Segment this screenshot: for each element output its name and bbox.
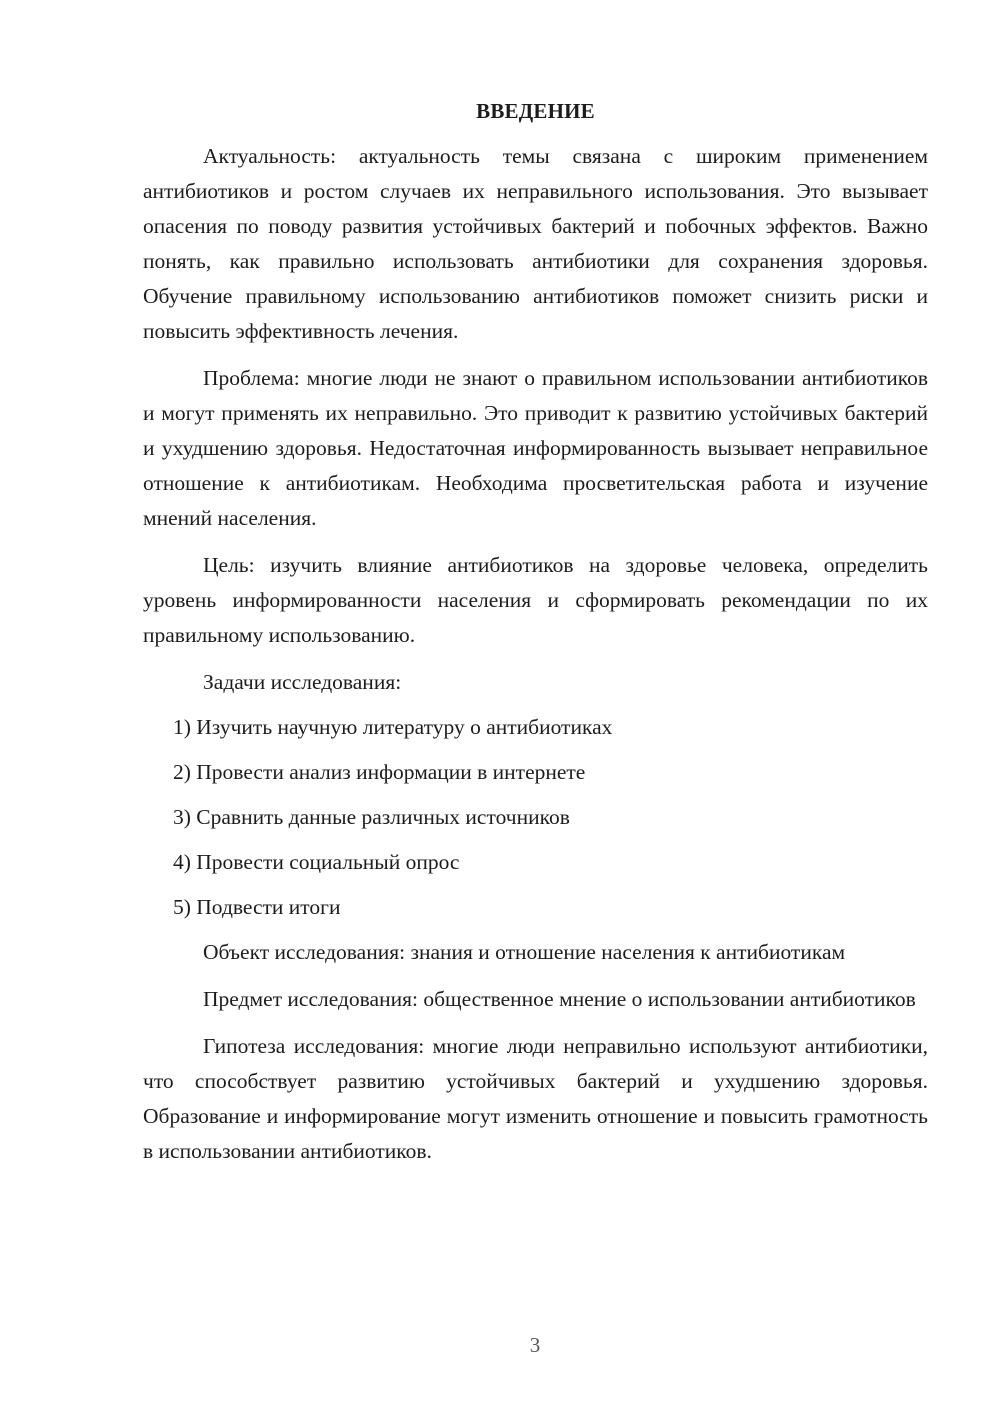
goal-paragraph: Цель: изучить влияние антибиотиков на здоровье человека, определить уровень информированности населения и сформировать рекомендации по их правильному использованию.: [143, 553, 928, 647]
page-title: ВВЕДЕНИЕ: [476, 99, 595, 123]
tasks-title: Задачи исследования:: [203, 670, 402, 694]
page-number: 3: [529, 1333, 541, 1357]
hypothesis-paragraph: Гипотеза исследования: многие люди неправильно используют антибиотики, что способствует развитию устойчивых бактерий и ухудшению здоровья. Образование и информирование могут изменить отношение и повысить грамотность в использовании антибиотиков.: [143, 1034, 928, 1163]
problem-paragraph: Проблема: многие люди не знают о правильном использовании антибиотиков и могут применять их неправильно. Это приводит к развитию устойчивых бактерий и ухудшению здоровья. Недостаточная информированность вызывает неправильное отношение к антибиотикам. Необходима просветительская работа и изучение мнений населения.: [143, 366, 928, 530]
list-item: 2) Провести анализ информации в интернете: [173, 760, 586, 784]
object-paragraph: Объект исследования: знания и отношение населения к антибиотикам: [203, 940, 846, 964]
tasks-list: [143, 710, 928, 925]
list-item: 4) Провести социальный опрос: [173, 850, 460, 874]
document-page: [143, 96, 928, 1181]
relevance-paragraph: Актуальность: актуальность темы связана с широким применением антибиотиков и ростом случаев их неправильного использования. Это вызывает опасения по поводу развития устойчивых бактерий и побочных эффектов. Важно понять, как правильно использовать антибиотики для сохранения здоровья. Обучение правильному использованию антибиотиков поможет снизить риски и повысить эффективность лечения.: [143, 144, 928, 343]
list-item: 5) Подвести итоги: [173, 895, 341, 919]
list-item: 3) Сравнить данные различных источников: [173, 805, 570, 829]
subject-paragraph: Предмет исследования: общественное мнение о использовании антибиотиков: [203, 987, 916, 1011]
list-item: 1) Изучить научную литературу о антибиотиках: [173, 715, 613, 739]
